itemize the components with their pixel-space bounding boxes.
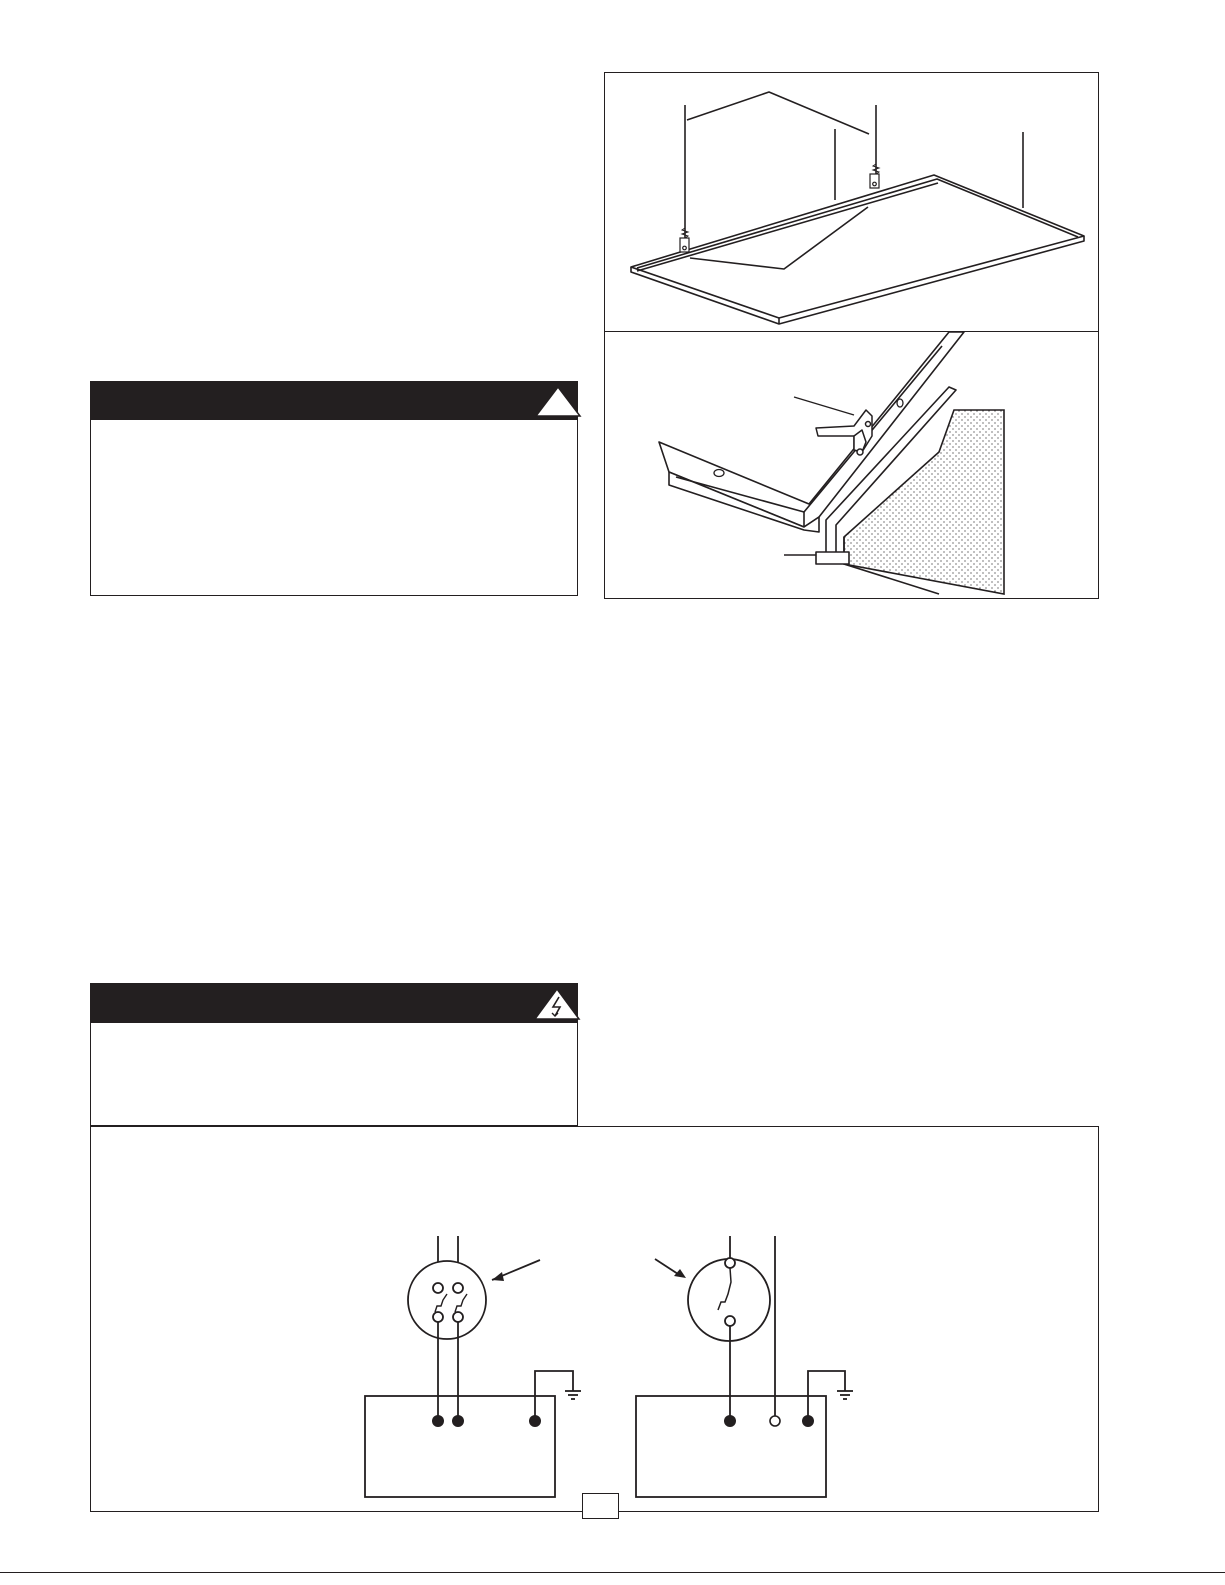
suspended-panel-illustration <box>604 72 1099 331</box>
electric-shock-triangle-icon <box>532 986 582 1022</box>
callout-arrow-right <box>655 1259 678 1274</box>
grid-clip-detail-illustration <box>604 332 1099 599</box>
electrical-warning-header <box>91 984 577 1023</box>
terminal-right-neutral <box>770 1416 780 1426</box>
bottom-rule <box>0 1572 1225 1573</box>
electrical-warning-box <box>90 983 578 1126</box>
double-pole-thermostat-icon <box>408 1261 486 1339</box>
single-pole-thermostat-icon <box>688 1259 770 1341</box>
page-number-box <box>582 1493 619 1519</box>
callout-leader-clip <box>794 397 854 415</box>
terminal-right-1 <box>724 1415 736 1427</box>
wiring-diagram <box>90 1126 1099 1512</box>
terminal-left-1 <box>432 1415 444 1427</box>
exclamation-triangle-icon <box>533 384 583 418</box>
heater-junction-box-right <box>636 1396 826 1497</box>
caution-warning-header <box>91 382 577 420</box>
caution-warning-box <box>90 381 578 596</box>
heater-junction-box-left <box>365 1396 555 1497</box>
callout-leader-top <box>687 92 869 134</box>
terminal-right-ground <box>802 1415 814 1427</box>
terminal-left-ground <box>529 1415 541 1427</box>
terminal-left-2 <box>452 1415 464 1427</box>
